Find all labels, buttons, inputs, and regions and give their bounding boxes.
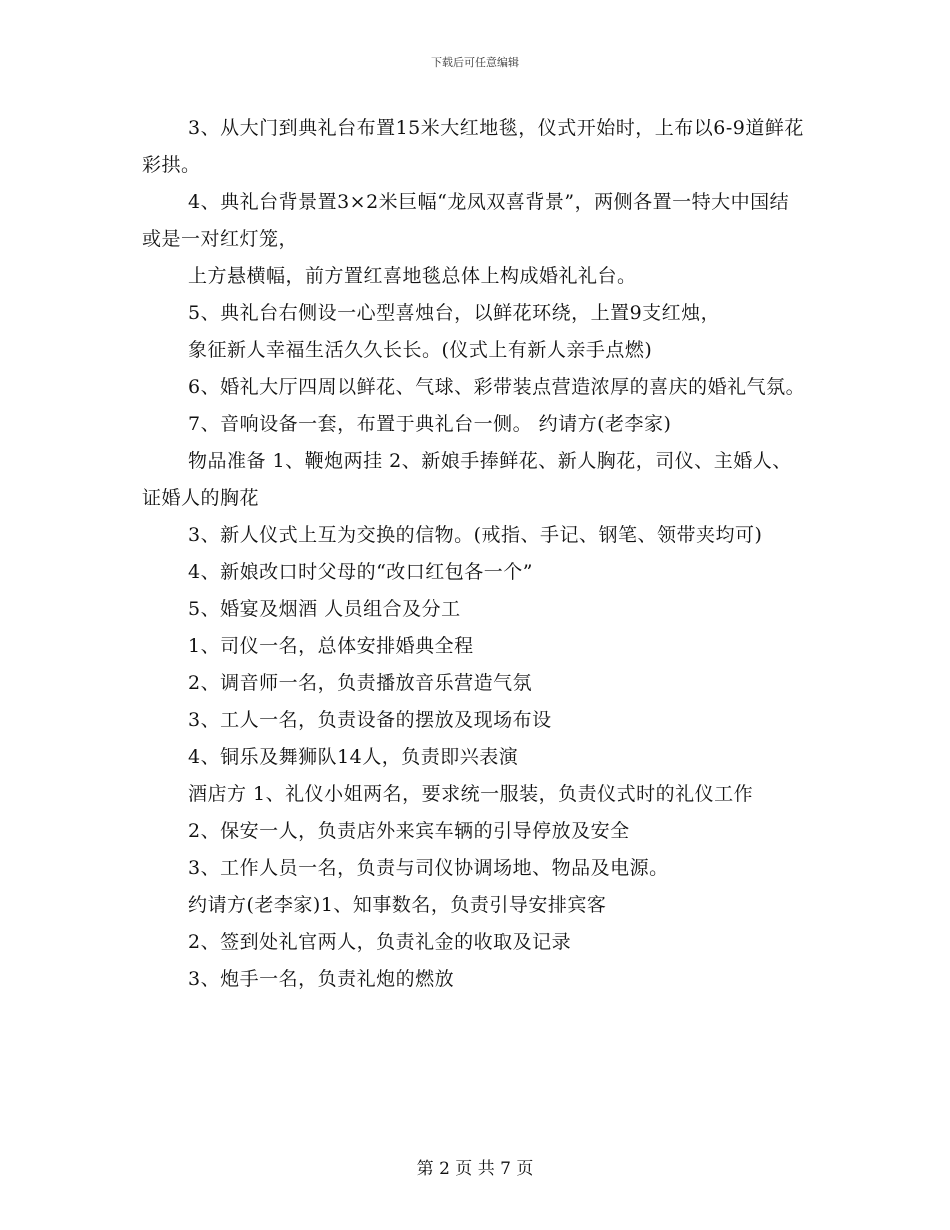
- page-header: 下载后可任意编辑: [431, 56, 519, 69]
- paragraph: 3、工人一名，负责设备的摆放及现场布设: [188, 709, 552, 731]
- paragraph: 4、铜乐及舞狮队14人，负责即兴表演: [188, 746, 519, 768]
- paragraph: 酒店方 1、礼仪小姐两名，要求统一服装，负责仪式时的礼仪工作: [188, 783, 754, 805]
- paragraph: 上方悬横幅，前方置红喜地毯总体上构成婚礼礼台。: [188, 265, 637, 287]
- paragraph: 5、典礼台右侧设一心型喜烛台，以鲜花环绕，上置9支红烛，: [188, 302, 721, 324]
- paragraph: 象征新人幸福生活久久长长。(仪式上有新人亲手点燃): [188, 339, 653, 361]
- paragraph: 4、新娘改口时父母的“改口红包各一个”: [188, 561, 534, 583]
- paragraph: 1、司仪一名，总体安排婚典全程: [188, 635, 474, 657]
- paragraph: 6、婚礼大厅四周以鲜花、气球、彩带装点营造浓厚的喜庆的婚礼气氛。: [188, 376, 806, 398]
- paragraph: 约请方(老李家)1、知事数名，负责引导安排宾客: [188, 894, 607, 916]
- paragraph: 2、签到处礼官两人，负责礼金的收取及记录: [188, 931, 572, 953]
- page-number-footer: 第 2 页 共 7 页: [416, 1159, 534, 1179]
- paragraph: 物品准备 1、鞭炮两挂 2、新娘手捧鲜花、新人胸花，司仪、主婚人、证婚人的胸花: [142, 450, 792, 509]
- paragraph: 3、工作人员一名，负责与司仪协调场地、物品及电源。: [188, 857, 669, 879]
- paragraph: 7、音响设备一套，布置于典礼台一侧。 约请方(老李家): [188, 413, 672, 435]
- paragraph: 4、典礼台背景置3×2米巨幅“龙凤双喜背景”，两侧各置一特大中国结或是一对红灯笼，: [142, 191, 790, 250]
- paragraph: 2、调音师一名，负责播放音乐营造气氛: [188, 672, 533, 694]
- paragraph: 3、从大门到典礼台布置15米大红地毯，仪式开始时，上布以6-9道鲜花彩拱。: [142, 117, 804, 176]
- paragraph: 2、保安一人，负责店外来宾车辆的引导停放及安全: [188, 820, 630, 842]
- document-body: [142, 110, 808, 998]
- paragraph: 3、炮手一名，负责礼炮的燃放: [188, 968, 455, 990]
- paragraph: 3、新人仪式上互为交换的信物。(戒指、手记、钢笔、领带夹均可): [188, 524, 763, 546]
- paragraph: 5、婚宴及烟酒 人员组合及分工: [188, 598, 461, 620]
